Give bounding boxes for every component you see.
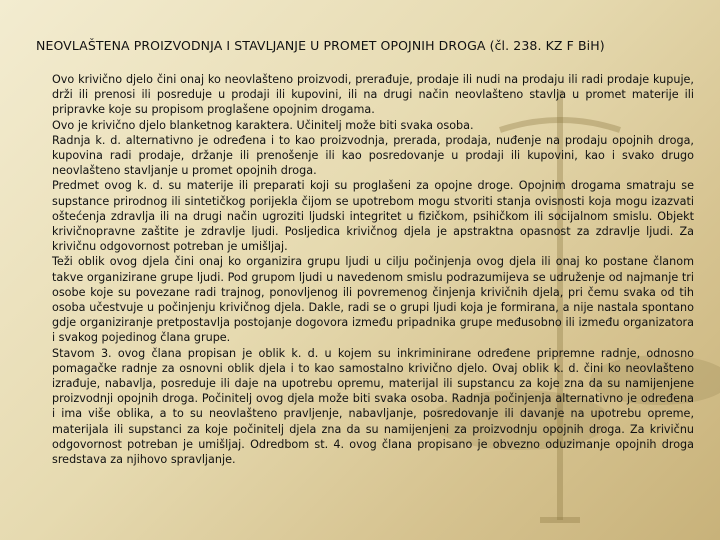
slide-body	[52, 72, 694, 467]
paragraph: Ovo je krivično djelo blanketnog karaktera. Učinitelj može biti svaka osoba.	[52, 118, 474, 132]
paragraph: Predmet ovog k. d. su materije ili preparati koji su proglašeni za opojne droge. Opojnim drogama smatraju se supstance prirodnog ili sintetičkog porijekla čijom se upotrebom mogu stvoriti stanja ovisnosti koja mogu izazvati oštećenja zdravlja ili na drugi način ugroziti ljudski integritet u fizičkom, psihičkom ili socijalnom smislu. Objekt krivičnopravne zaštite je zdravlje ljudi. Posljedica krivičnog djela je apstraktna opasnost za zdravlje ljudi. Za krivičnu odgovornost potreban je umišljaj.	[52, 179, 694, 254]
slide-title: NEOVLAŠTENA PROIZVODNJA I STAVLJANJE U PROMET OPOJNIH DROGA (čl. 238. KZ F BiH)	[36, 38, 605, 53]
paragraph: Radnja k. d. alternativno je određena i to kao proizvodnja, prerada, prodaja, nuđenje na prodaju opojnih droga, kupovina radi prodaje, držanje ili prenošenje ili kao posredovanje u prodaji ili kupovini, kao i svako drugo neovlašteno stavljanje u promet opojnih droga.	[52, 133, 694, 178]
paragraph: Ovo krivično djelo čini onaj ko neovlašteno proizvodi, prerađuje, prodaje ili nudi na prodaju ili radi prodaje kupuje, drži ili prenosi ili posreduje u prodaji ili kupovini, ili na drugi način neovlašteno stavlja u promet materije ili pripravke koje su propisom proglašene opojnim drogama.	[52, 73, 694, 117]
paragraph: Teži oblik ovog djela čini onaj ko organizira grupu ljudi u cilju počinjenja ovog djela ili onaj ko postane članom takve organizirane grupe ljudi. Pod grupom ljudi u navedenom smislu podrazumijeva se udruženje od najmanje tri osobe koje su povezane radi trajnog, ponovljenog ili povremenog činjenja krivičnih djela, pri čemu svaka od tih osoba učestvuje u počinjenju krivičnog djela. Dakle, radi se o grupi ljudi koja je formirana, a nije nastala spontano gdje organiziranje pretpostavlja postojanje dogovora između pripadnika grupe međusobno ili između organizatora i svakog pojedinog člana grupe.	[52, 255, 694, 345]
paragraph: Stavom 3. ovog člana propisan je oblik k. d. u kojem su inkriminirane određene pripremne radnje, odnosno pomagačke radnje za osnovni oblik djela i to kao samostalno krivično djelo. Ovaj oblik k. d. čini ko neovlašteno izrađuje, nabavlja, posreduje ili daje na upotrebu opremu, materijal ili supstancu za koje zna da su namijenjene proizvodnji opojnih droga. Počinitelj ovog djela može biti svaka osoba. Radnja počinjenja alternativno je određena i ima više oblika, a to su neovlašteno pravljenje, nabavljanje, posredovanje ili davanje na upotrebu opreme, materijala ili supstanci za koje počinitelj djela zna da su namijenjeni za proizvodnju opojnih droga. Za krivičnu odgovornost potreban je umišljaj. Odredbom st. 4. ovog člana propisano je obvezno oduzimanje opojnih droga sredstava za njihovo spravljanje.	[52, 346, 694, 467]
